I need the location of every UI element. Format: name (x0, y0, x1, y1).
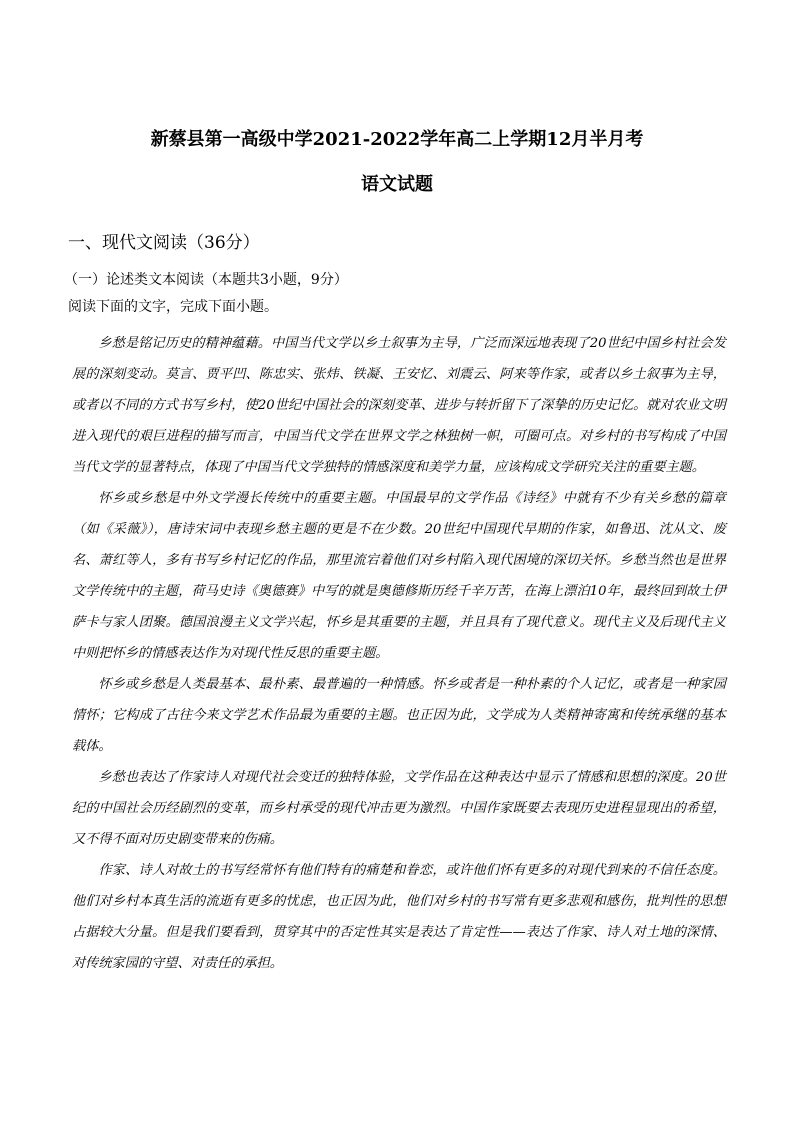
exam-title: 新蔡县第一高级中学2021-2022学年高二上学期12月半月考 (150, 129, 644, 150)
passage-paragraph: 作家、诗人对故土的书写经常怀有他们特有的痛楚和眷恋，或许他们怀有更多的对现代到来的不信任态度。他们对乡村本真生活的流逝有更多的忧虑，也正因为此，他们对乡村的书写常有更多悲观和感伤，批判性的思想占据较大分量。但是我们要看到，贯穿其中的否定性其实是表达了肯定性——表达了作家、诗人对土地的深情、对传统家园的守望、对责任的承担。 (72, 863, 726, 971)
reading-passage (72, 328, 726, 979)
passage-paragraph: 怀乡或乡愁是中外文学漫长传统中的重要主题。中国最早的文学作品《诗经》中就有不少有关乡愁的篇章（如《采薇》），唐诗宋词中表现乡愁主题的更是不在少数。20世纪中国现代早期的作家，如鲁迅、沈从文、废名、萧红等人，多有书写乡村记忆的作品，那里流宕着他们对乡村陷入现代困境的深切关怀。乡愁当然也是世界文学传统中的主题，荷马史诗《奥德赛》中写的就是奥德修斯历经千辛万苦，在海上漂泊10年，最终回到故土伊萨卡与家人团聚。德国浪漫主义文学兴起，怀乡是其重要的主题，并且具有了现代意义。现代主义及后现代主义中则把怀乡的情感表达作为对现代性反思的重要主题。 (72, 491, 726, 661)
reading-instruction: 阅读下面的文字，完成下面小题。 (68, 299, 278, 315)
passage-paragraph: 乡愁是铭记历史的精神蕴藉。中国当代文学以乡土叙事为主导，广泛而深远地表现了20世纪中国乡村社会发展的深刻变动。莫言、贾平凹、陈忠实、张炜、铁凝、王安忆、刘震云、阿来等作家，或者以乡土叙事为主导，或者以不同的方式书写乡村，使20世纪中国社会的深刻变革、进步与转折留下了深挚的历史记忆。就对农业文明进入现代的艰巨进程的描写而言，中国当代文学在世界文学之林独树一帜，可圈可点。对乡村的书写构成了中国当代文学的显著特点，体现了中国当代文学独特的情感深度和美学力量，应该构成文学研究关注的重要主题。 (72, 336, 726, 475)
subsection-heading: （一）论述类文本阅读（本题共3小题，9分） (64, 272, 348, 288)
passage-paragraph: 怀乡或乡愁是人类最基本、最朴素、最普遍的一种情感。怀乡或者是一种朴素的个人记忆，或者是一种家园情怀；它构成了古往今来文学艺术作品最为重要的主题。也正因为此，文学成为人类精神寄寓和传统承继的基本载体。 (72, 677, 726, 754)
section-heading: 一、现代文阅读（36分） (68, 233, 260, 253)
exam-subtitle: 语文试题 (361, 174, 433, 195)
passage-paragraph: 乡愁也表达了作家诗人对现代社会变迁的独特体验，文学作品在这种表达中显示了情感和思想的深度。20世纪的中国社会历经剧烈的变革，而乡村承受的现代冲击更为激烈。中国作家既要去表现历史进程显现出的希望，又不得不面对历史剧变带来的伤痛。 (72, 770, 726, 847)
